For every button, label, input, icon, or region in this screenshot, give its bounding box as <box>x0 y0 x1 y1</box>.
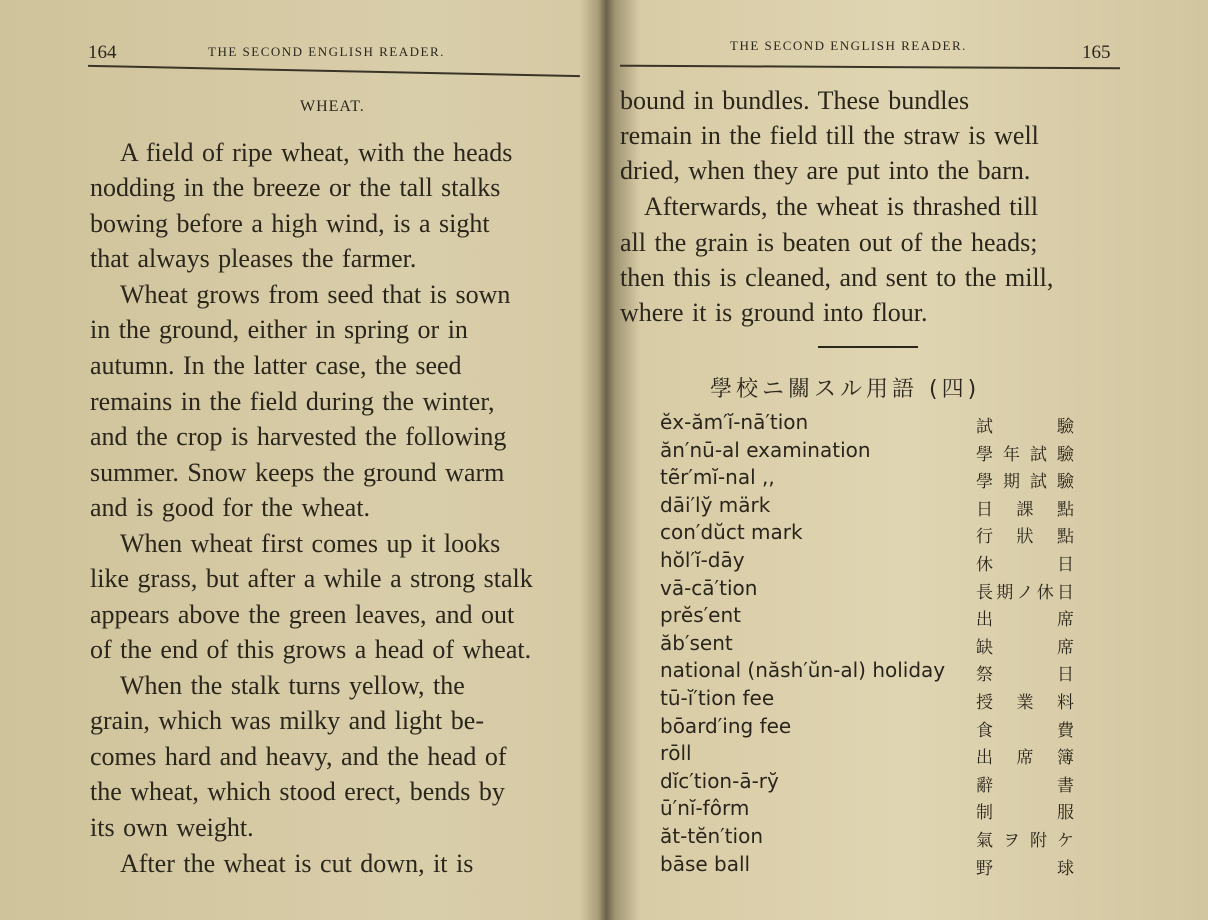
vocab-row <box>660 658 1080 686</box>
vocab-english: ū′nĭ-fôrm <box>660 796 750 821</box>
body-line: autumn. In the latter case, the seed <box>90 351 462 380</box>
vocab-english: dĭc′tion-ā-ry̆ <box>660 768 779 793</box>
body-line: and the crop is harvested the following <box>90 422 507 451</box>
vocab-japanese: 日課點 <box>976 499 1076 520</box>
body-line: comes hard and heavy, and the head of <box>90 742 507 771</box>
section-title: WHEAT. <box>300 98 365 115</box>
running-head-right: THE SECOND ENGLISH READER. <box>730 38 967 53</box>
body-line: like grass, but after a while a strong stalk <box>90 564 533 593</box>
body-line: that always pleases the farmer. <box>90 244 417 273</box>
body-line: the wheat, which stood erect, bends by <box>90 777 505 806</box>
body-line: bowing before a high wind, is a sight <box>90 209 490 238</box>
vocab-japanese: 行狀點 <box>976 527 1076 548</box>
vocab-row <box>660 824 1080 852</box>
body-line: summer. Snow keeps the ground warm <box>90 458 505 487</box>
vocab-english: national (năsh′ŭn-al) holiday <box>660 658 946 683</box>
vocab-row <box>660 603 1080 631</box>
vocab-japanese: 制服 <box>976 803 1076 824</box>
vocab-japanese: 缺席 <box>976 637 1076 658</box>
vocab-japanese: 學期試驗 <box>976 472 1076 493</box>
body-line: A field of ripe wheat, with the heads <box>120 138 513 167</box>
vocab-row <box>660 493 1080 521</box>
body-line: in the ground, either in spring or in <box>90 315 468 344</box>
vocab-english: ĕx-ăm′ĭ-nā′tion <box>660 410 809 434</box>
vocab-row <box>660 686 1080 714</box>
vocab-row <box>660 410 1080 438</box>
vocab-row <box>660 796 1080 824</box>
page-number-left: 164 <box>88 42 117 63</box>
body-line: bound in bundles. These bundles <box>620 86 970 115</box>
vocab-japanese: 祭日 <box>976 665 1076 686</box>
body-line: all the grain is beaten out of the heads; <box>620 228 1038 257</box>
vocab-japanese: 辭書 <box>976 775 1076 796</box>
vocab-row <box>660 714 1080 742</box>
left-page <box>0 0 600 920</box>
vocab-english: hŏl′ĭ-dāy <box>660 548 745 572</box>
vocab-japanese: 出席簿 <box>976 748 1076 769</box>
body-line: appears above the green leaves, and out <box>90 600 515 629</box>
vocab-japanese: 長期ノ休日 <box>976 582 1076 603</box>
running-head-left: THE SECOND ENGLISH READER. <box>208 44 445 59</box>
vocab-japanese: 氣ヲ附ケ <box>976 831 1076 851</box>
body-line: Wheat grows from seed that is sown <box>120 280 511 309</box>
body-line: where it is ground into flour. <box>620 298 928 327</box>
vocab-english: ăb′sent <box>660 630 733 655</box>
body-line: When wheat first comes up it looks <box>120 529 501 558</box>
vocab-japanese: 食費 <box>976 720 1076 741</box>
vocab-japanese: 授業料 <box>976 693 1076 713</box>
vocab-english: bōard′ing fee <box>660 713 792 738</box>
body-line: When the stalk turns yellow, the <box>120 671 465 700</box>
body-line: remains in the field during the winter, <box>90 387 495 416</box>
vocab-english: tẽr′mĭ-nal ,, <box>660 465 775 490</box>
vocab-english: prĕs′ent <box>660 603 742 628</box>
body-line: then this is cleaned, and sent to the mill, <box>620 263 1054 292</box>
vocab-row <box>660 576 1080 604</box>
vocab-english: con′dŭct mark <box>660 520 803 545</box>
vocab-english: ăn′nū-al examination <box>660 437 871 462</box>
vocab-english: bāse ball <box>660 851 751 876</box>
vocab-row <box>660 741 1080 769</box>
body-line: of the end of this grows a head of wheat. <box>90 635 532 664</box>
body-line: nodding in the breeze or the tall stalks <box>90 173 501 202</box>
body-line: and is good for the wheat. <box>90 493 371 522</box>
page-number-right: 165 <box>1082 42 1111 63</box>
header-rule-right <box>620 65 1120 69</box>
body-line: remain in the field till the straw is well <box>620 121 1039 150</box>
vocab-row <box>660 769 1080 797</box>
vocab-row <box>660 438 1080 466</box>
body-line: dried, when they are put into the barn. <box>620 156 1031 185</box>
vocab-japanese: 出席 <box>976 610 1076 631</box>
vocab-row <box>660 520 1080 548</box>
vocab-english: tū-ĭ′tion fee <box>660 686 775 710</box>
vocab-row <box>660 465 1080 493</box>
body-line: After the wheat is cut down, it is <box>120 849 474 878</box>
vocab-english: rōll <box>660 741 692 766</box>
header-rule-left <box>88 65 580 77</box>
body-line: Afterwards, the wheat is thrashed till <box>644 192 1039 221</box>
vocab-row <box>660 631 1080 659</box>
vocab-english: vā-cā′tion <box>660 575 758 600</box>
section-divider <box>818 346 918 348</box>
vocab-japanese: 試驗 <box>976 417 1076 437</box>
vocab-english: ăt-tĕn′tion <box>660 824 763 848</box>
vocab-japanese: 野球 <box>976 858 1076 879</box>
vocab-heading: 學校ニ關スル用語 (四) <box>710 377 981 402</box>
vocab-row <box>660 548 1080 576</box>
vocab-japanese: 學年試驗 <box>976 444 1076 465</box>
vocab-english: dāi′ly̆ märk <box>660 492 771 517</box>
vocab-japanese: 休日 <box>976 555 1076 575</box>
body-line: its own weight. <box>90 813 254 842</box>
right-page <box>612 0 1208 920</box>
vocab-row <box>660 852 1080 880</box>
body-line: grain, which was milky and light be- <box>90 706 484 735</box>
